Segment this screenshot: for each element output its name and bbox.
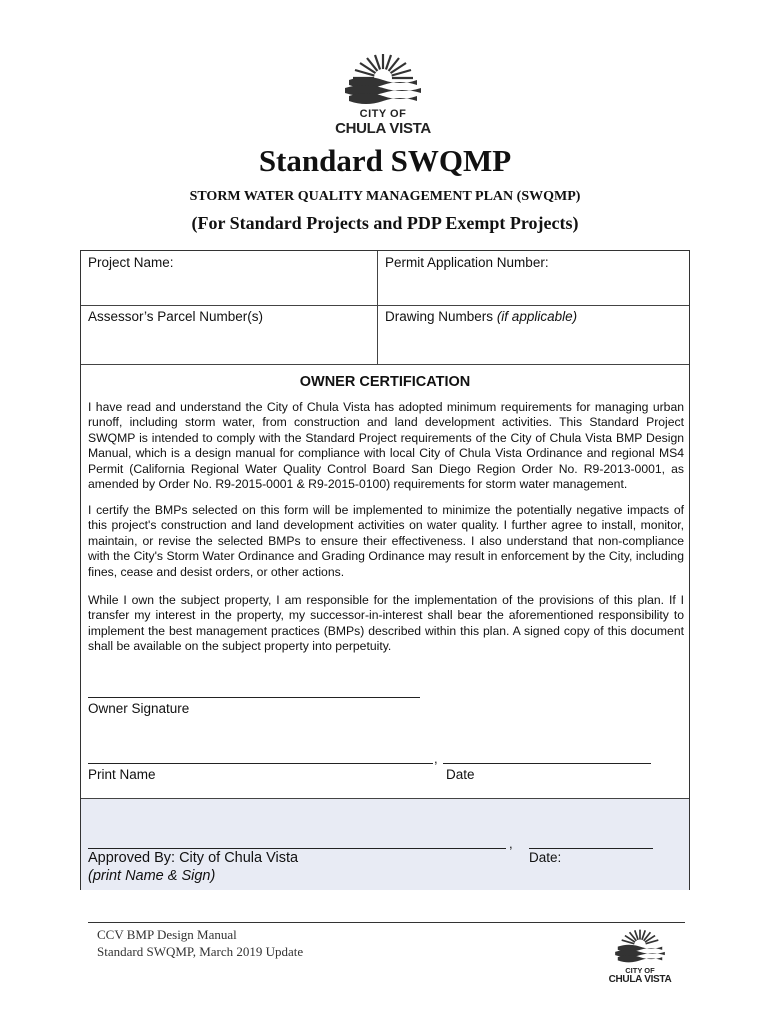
- permit-number-field[interactable]: Permit Application Number:: [385, 255, 549, 270]
- comma: ,: [434, 751, 438, 766]
- page-title: Standard SWQMP: [258, 143, 512, 178]
- drawing-numbers-field[interactable]: [385, 309, 577, 324]
- sun-waves-icon: [331, 50, 435, 108]
- page-subtitle: STORM WATER QUALITY MANAGEMENT PLAN (SWQMP): [189, 189, 581, 204]
- owner-signature-line[interactable]: [88, 697, 420, 698]
- footer-logo-chula-vista: CHULA VISTA: [608, 974, 672, 985]
- divider: [81, 364, 689, 365]
- comma: ,: [509, 836, 513, 851]
- parcel-number-field[interactable]: Assessor’s Parcel Number(s): [88, 309, 264, 324]
- page-subtitle-projects: (For Standard Projects and PDP Exempt Projects): [191, 213, 579, 233]
- drawing-numbers-label: Drawing Numbers: [385, 309, 494, 324]
- date-line[interactable]: [443, 763, 651, 764]
- footer-update: Standard SWQMP, March 2019 Update: [97, 944, 304, 959]
- certification-paragraph-2: I certify the BMPs selected on this form will be implemented to minimize the potentially negative impacts of this project's construction and land development activities on water quality. I further agree to install, monitor, maintain, or revise the selected BMPs to ensure their effectiveness. I also understand that non-compliance with the City's Storm Water Ordinance and Grading Ordinance may result in enforcement by the City, including fines, cease and desist orders, or other actions.: [88, 503, 684, 579]
- certification-paragraph-1: I have read and understand the City of Chula Vista has adopted minimum requirements for managing urban runoff, including storm water, from construction and land development activities. This Standard Project SWQMP is intended to comply with the Standard Project requirements of the City of Chula Vista BMP Design Manual, which is a design manual for compliance with local City of Chula Vista Ordinance and regional MS4 Permit (California Regional Water Quality Control Board San Diego Region Order No. R9-2013-0001, as amended by Order No. R9-2015-0001 & R9-2015-0100) requirements for storm water management.: [88, 400, 684, 492]
- date-label: Date: [446, 767, 475, 782]
- logo-chula-vista: CHULA VISTA: [335, 120, 431, 137]
- project-name-field[interactable]: Project Name:: [88, 255, 174, 270]
- approval-signature-line[interactable]: [88, 848, 506, 849]
- drawing-numbers-note: (if applicable): [496, 309, 578, 324]
- sun-waves-icon: [606, 926, 674, 966]
- approved-by-label: Approved By: City of Chula Vista: [88, 850, 299, 866]
- owner-signature-label: Owner Signature: [88, 701, 190, 716]
- footer-divider: [88, 922, 685, 923]
- footer-city-logo: [606, 926, 674, 986]
- divider: [377, 251, 378, 364]
- print-name-line[interactable]: [88, 763, 433, 764]
- approval-section: [81, 798, 689, 890]
- print-sign-label: (print Name & Sign): [88, 868, 216, 884]
- footer-manual: CCV BMP Design Manual: [97, 927, 237, 942]
- owner-certification-title: OWNER CERTIFICATION: [299, 374, 471, 390]
- city-logo: [331, 50, 435, 140]
- approval-date-label: Date:: [529, 850, 562, 865]
- logo-city-of: CITY OF: [359, 108, 407, 120]
- divider: [81, 305, 689, 306]
- footer-logo-city-of: CITY OF: [625, 966, 655, 975]
- certification-paragraph-3: While I own the subject property, I am responsible for the implementation of the provisions of this plan. If I transfer my interest in the property, my successor-in-interest shall bear the aforementioned responsibility to implement the best management practices (BMPs) described within this plan. A signed copy of this document shall be available on the subject property into perpetuity.: [88, 593, 684, 654]
- swqmp-form: [80, 250, 690, 890]
- approval-date-line[interactable]: [529, 848, 653, 849]
- print-name-label: Print Name: [88, 767, 156, 782]
